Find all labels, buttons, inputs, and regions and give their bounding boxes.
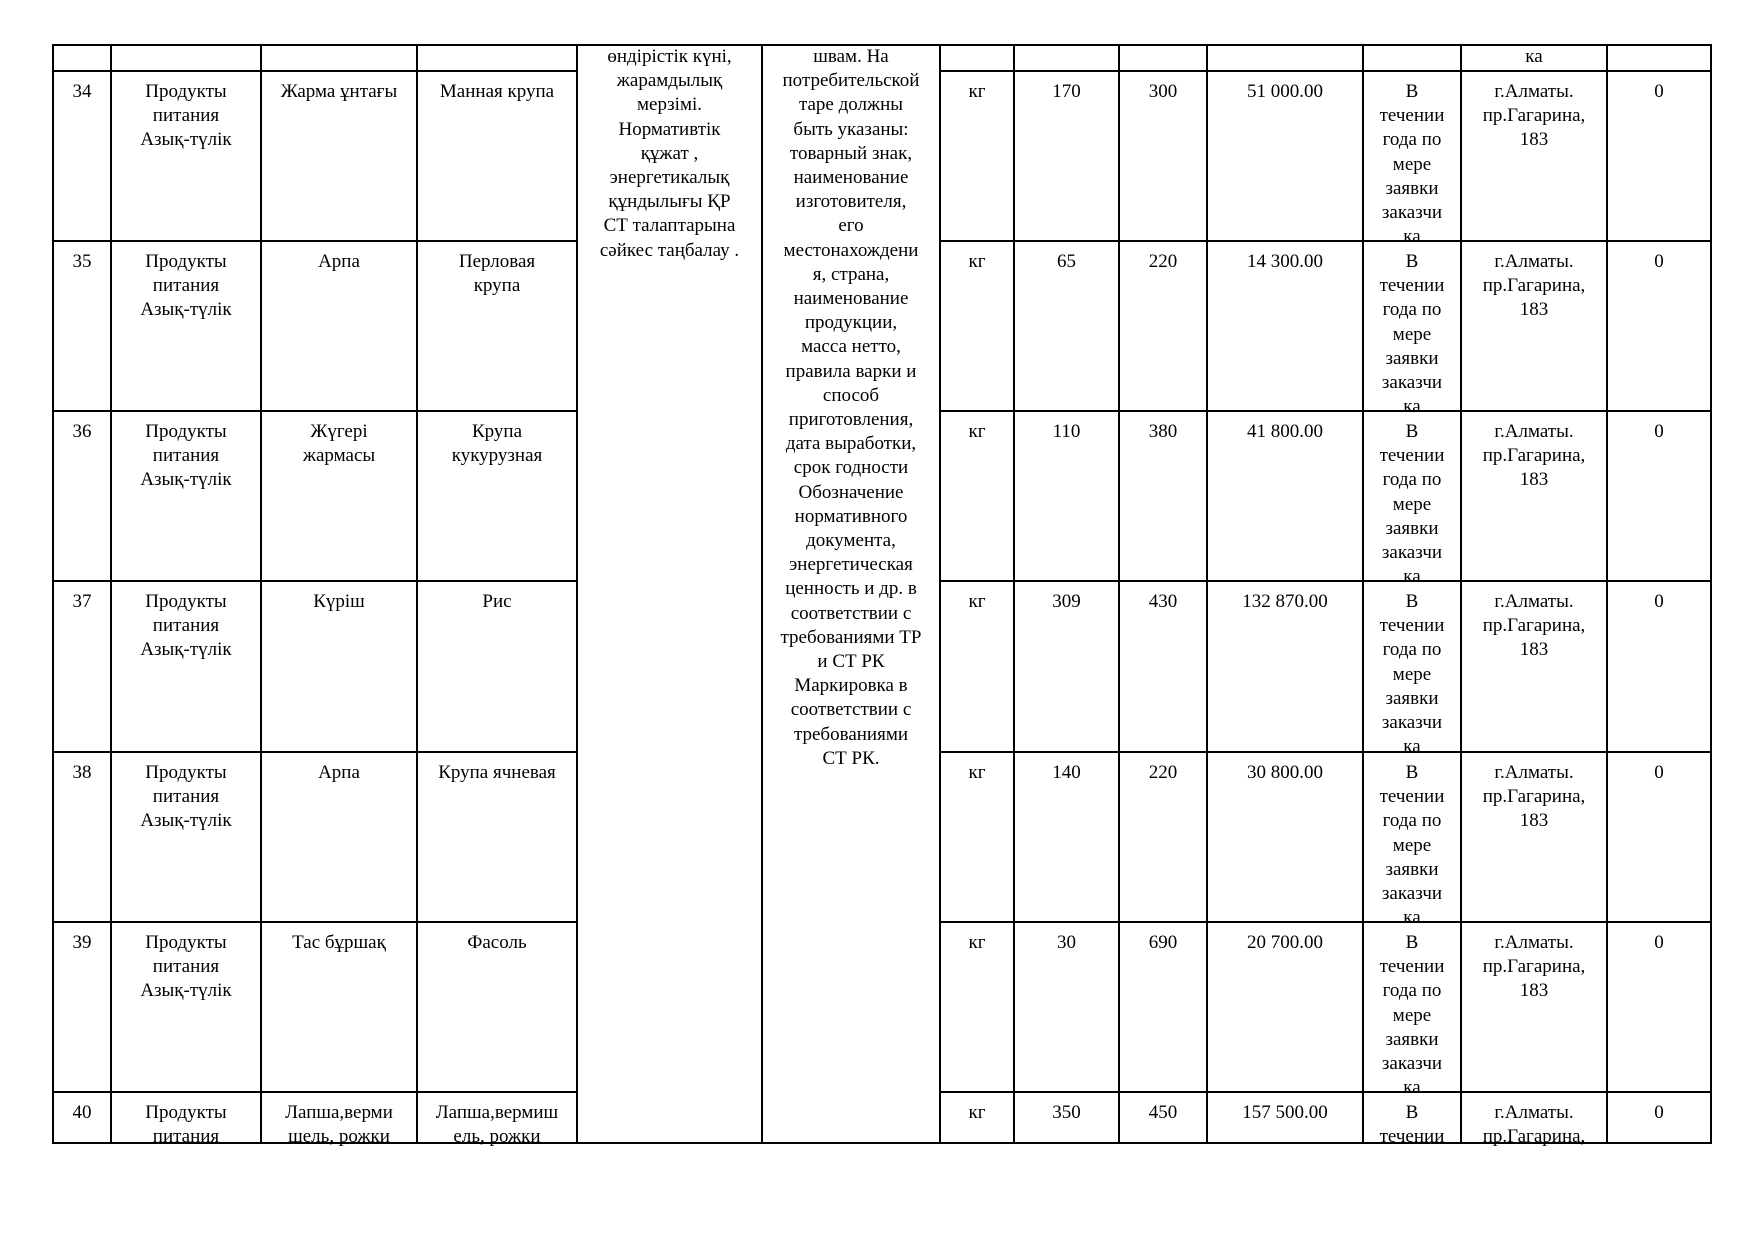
row-sum [1208, 250, 1362, 410]
merged-requirements-ru-line: СТ РК. [822, 747, 880, 769]
row-name-kz-line: Арпа [318, 251, 360, 272]
row-delivery-term-line: года по [1382, 639, 1442, 661]
row-name-ru [418, 761, 576, 921]
row-number [54, 80, 110, 240]
row-delivery-term-line: заказчи [1381, 372, 1443, 394]
row-unit [941, 590, 1013, 751]
merged-requirements-ru-line: требованиями [793, 723, 909, 745]
row-category-line: питания [152, 275, 220, 297]
table-border-horizontal [939, 751, 1712, 753]
merged-requirements-ru-line: нормативного [794, 505, 908, 527]
table-border-horizontal [52, 751, 578, 753]
row-advance [1608, 80, 1710, 240]
row-name-kz-line: шель, рожки [288, 1126, 390, 1148]
row-delivery-term-line: течении [1379, 105, 1445, 127]
merged-requirements-ru-line: Маркировка в [794, 675, 908, 697]
row-delivery-place-line: пр.Гагарина, [1482, 275, 1586, 297]
row-delivery-term-line: заявки [1385, 517, 1439, 539]
row-category-line: Продукты [145, 591, 227, 612]
row-delivery-term-line: ка [1403, 226, 1421, 248]
row-category-line: Продукты [145, 421, 227, 442]
row-advance [1608, 420, 1710, 580]
row-price [1120, 420, 1206, 580]
row-delivery-term-line: года по [1382, 810, 1442, 832]
row-name-ru-line: кукурузная [451, 445, 543, 467]
row-delivery-place [1462, 80, 1606, 240]
row-category [112, 1101, 260, 1148]
row-advance-line: 0 [1654, 762, 1664, 783]
row-delivery-term-line: течении [1379, 956, 1445, 978]
row-sum [1208, 1101, 1362, 1142]
row-delivery-term-line: В [1405, 251, 1419, 272]
row-number-line: 35 [72, 251, 92, 272]
row-name-ru [418, 420, 576, 580]
row-sum-line: 41 800.00 [1247, 421, 1323, 442]
row-category [112, 420, 260, 580]
row-unit-line: кг [968, 421, 986, 442]
row-delivery-term-line: мере [1392, 1004, 1432, 1026]
row-delivery-term-line: заявки [1385, 1028, 1439, 1050]
row-delivery-term-line: течении [1379, 615, 1445, 637]
merged-requirements-ru-line: требованиями ТР [780, 626, 922, 648]
row-number-line: 40 [72, 1102, 92, 1123]
row-delivery-term-line: течении [1379, 1126, 1445, 1148]
row-delivery-place-line: г.Алматы. [1494, 251, 1574, 272]
merged-requirements-ru-line: энергетическая [789, 554, 913, 576]
merged-requirements-kz-line: мерзімі. [636, 94, 703, 116]
row-delivery-term-line: заявки [1385, 177, 1439, 199]
row-quantity-line: 140 [1052, 762, 1081, 783]
row-delivery-term [1364, 80, 1460, 248]
row-advance [1608, 590, 1710, 751]
merged-requirements-ru-line: я, страна, [812, 263, 890, 285]
row-price [1120, 250, 1206, 410]
row-unit-line: кг [968, 81, 986, 102]
row-name-kz-line: Жүгері [310, 421, 368, 442]
row-quantity [1015, 250, 1118, 410]
row-sum-line: 132 870.00 [1242, 591, 1328, 612]
merged-requirements-ru-line: быть указаны: [793, 118, 909, 140]
row-category-line: питания [152, 956, 220, 978]
row-delivery-term-line: В [1405, 1102, 1419, 1123]
row-name-kz [262, 80, 416, 240]
table-border-horizontal [939, 580, 1712, 582]
row-delivery-place-line: пр.Гагарина, [1482, 445, 1586, 467]
row-delivery-place [1462, 1101, 1606, 1148]
row-sum-line: 30 800.00 [1247, 762, 1323, 783]
merged-requirements-ru-line: таре должны [798, 94, 904, 116]
row-name-ru-line: Крупа ячневая [438, 762, 556, 783]
row-delivery-term-line: заказчи [1381, 202, 1443, 224]
row-sum [1208, 80, 1362, 240]
row-category-line: Продукты [145, 932, 227, 953]
row-quantity-line: 170 [1052, 81, 1081, 102]
row-advance-line: 0 [1654, 251, 1664, 272]
row-delivery-place-line: 183 [1519, 639, 1549, 661]
row-unit [941, 1101, 1013, 1142]
row-delivery-term-line: мере [1392, 663, 1432, 685]
row-delivery-term-line: года по [1382, 469, 1442, 491]
merged-requirements-ru-line: дата выработки, [785, 433, 917, 455]
row-category-line: Продукты [145, 251, 227, 272]
merged-requirements-ru-line: его [838, 215, 864, 237]
row-delivery-term-line: течении [1379, 275, 1445, 297]
row-delivery-term-line: заказчи [1381, 542, 1443, 564]
merged-requirements-ru-line: ценность и др. в [785, 578, 917, 600]
table-border-horizontal [939, 921, 1712, 923]
row-delivery-term-line: заявки [1385, 347, 1439, 369]
row-number-line: 34 [72, 81, 92, 102]
row-price-line: 220 [1148, 762, 1178, 783]
merged-requirements-ru-line: соответствии с [790, 699, 912, 721]
row-name-ru [418, 931, 576, 1091]
row-delivery-term-line: течении [1379, 786, 1445, 808]
row-number-line: 36 [72, 421, 92, 442]
row-delivery-term-line: мере [1392, 493, 1432, 515]
row-delivery-place [1462, 931, 1606, 1091]
row-sum-line: 51 000.00 [1247, 81, 1323, 102]
row-delivery-term-line: ка [1403, 566, 1421, 588]
row-price [1120, 80, 1206, 240]
merged-requirements-ru-line: потребительской [782, 70, 920, 92]
row-delivery-term [1364, 931, 1460, 1099]
row-number [54, 420, 110, 580]
row-unit [941, 250, 1013, 410]
row-delivery-place [1462, 420, 1606, 580]
row-delivery-place-line: пр.Гагарина, [1482, 1126, 1586, 1148]
row-category-line: Продукты [145, 762, 227, 783]
row-delivery-term-line: мере [1392, 323, 1432, 345]
row-category-line: питания [152, 1126, 220, 1148]
row-delivery-term-line: ка [1403, 907, 1421, 929]
row-price-line: 380 [1148, 421, 1178, 442]
row-sum-line: 14 300.00 [1247, 251, 1323, 272]
row-category-line: питания [152, 615, 220, 637]
row-name-ru [418, 590, 576, 751]
row-delivery-term [1364, 1101, 1460, 1148]
row-category-line: Азық-түлік [140, 299, 232, 321]
merged-requirements-ru-line: наименование [793, 288, 909, 310]
row-delivery-place-line: г.Алматы. [1494, 1102, 1574, 1123]
row-delivery-term-line: заказчи [1381, 712, 1443, 734]
merged-requirements-ru [763, 45, 939, 1145]
row-unit [941, 420, 1013, 580]
merged-requirements-kz-line: Нормативтік [618, 118, 721, 140]
table-border-horizontal [52, 70, 578, 72]
row-sum [1208, 761, 1362, 921]
row-price [1120, 761, 1206, 921]
row-name-kz [262, 931, 416, 1091]
row-delivery-place-line: пр.Гагарина, [1482, 786, 1586, 808]
row-sum [1208, 590, 1362, 751]
merged-requirements-ru-line: документа, [806, 530, 896, 552]
row-category [112, 931, 260, 1091]
row-category [112, 590, 260, 751]
row-unit-line: кг [968, 251, 986, 272]
row-number [54, 931, 110, 1091]
merged-requirements-ru-line: местонахождени [783, 239, 919, 261]
row-name-kz [262, 1101, 416, 1148]
row-delivery-term [1364, 250, 1460, 418]
row-delivery-term-line: ка [1403, 1077, 1421, 1099]
row-delivery-term-line: года по [1382, 129, 1442, 151]
row-delivery-place-line: г.Алматы. [1494, 591, 1574, 612]
row-price-line: 690 [1148, 932, 1178, 953]
row-delivery-term-line: ка [1403, 736, 1421, 758]
row-quantity [1015, 80, 1118, 240]
row-delivery-term-line: В [1405, 762, 1419, 783]
row-name-ru [418, 1101, 576, 1148]
row-delivery-term-line: течении [1379, 445, 1445, 467]
merged-requirements-ru-line: швам. На [813, 46, 889, 67]
row-delivery-place [1462, 761, 1606, 921]
merged-requirements-ru-line: соответствии с [790, 602, 912, 624]
table-border-horizontal [939, 410, 1712, 412]
row-category-line: Азық-түлік [140, 129, 232, 151]
row-delivery-term-line: года по [1382, 299, 1442, 321]
row-number [54, 250, 110, 410]
row-category [112, 80, 260, 240]
top-row-term-cell-line: ка [1525, 46, 1543, 67]
row-delivery-place-line: г.Алматы. [1494, 932, 1574, 953]
row-name-kz-line: Тас бұршақ [292, 932, 386, 953]
row-quantity [1015, 931, 1118, 1091]
row-name-ru-line: Перловая [458, 251, 536, 272]
row-delivery-place-line: г.Алматы. [1494, 421, 1574, 442]
merged-requirements-ru-line: изготовителя, [795, 191, 907, 213]
row-delivery-term-line: заявки [1385, 687, 1439, 709]
row-delivery-term [1364, 590, 1460, 758]
row-delivery-place-line: 183 [1519, 469, 1549, 491]
row-delivery-place-line: пр.Гагарина, [1482, 105, 1586, 127]
row-delivery-place-line: пр.Гагарина, [1482, 615, 1586, 637]
row-delivery-term-line: ка [1403, 396, 1421, 418]
row-delivery-term-line: мере [1392, 153, 1432, 175]
row-unit [941, 80, 1013, 240]
row-quantity [1015, 1101, 1118, 1142]
merged-requirements-kz [578, 45, 761, 1145]
row-number [54, 1101, 110, 1142]
row-delivery-place [1462, 250, 1606, 410]
row-category-line: Азық-түлік [140, 810, 232, 832]
table-border-horizontal [52, 580, 578, 582]
table-border-horizontal [52, 1091, 578, 1093]
table-border-horizontal [939, 240, 1712, 242]
row-delivery-term [1364, 761, 1460, 929]
merged-requirements-ru-line: срок годности [793, 457, 909, 479]
row-category-line: Продукты [145, 81, 227, 102]
row-name-ru-line: Фасоль [467, 932, 527, 953]
row-delivery-place-line: 183 [1519, 980, 1549, 1002]
row-advance-line: 0 [1654, 81, 1664, 102]
row-category [112, 761, 260, 921]
row-advance [1608, 931, 1710, 1091]
row-delivery-term-line: мере [1392, 834, 1432, 856]
row-name-kz-line: Лапша,верми [285, 1102, 393, 1123]
row-price [1120, 1101, 1206, 1142]
row-category-line: Продукты [145, 1102, 227, 1123]
row-delivery-place-line: пр.Гагарина, [1482, 956, 1586, 978]
table-border-horizontal [939, 70, 1712, 72]
row-delivery-place-line: г.Алматы. [1494, 81, 1574, 102]
row-sum-line: 20 700.00 [1247, 932, 1323, 953]
row-name-ru-line: крупа [473, 275, 521, 297]
row-price-line: 430 [1148, 591, 1178, 612]
row-delivery-term-line: В [1405, 932, 1419, 953]
row-name-kz [262, 420, 416, 580]
row-delivery-term-line: В [1405, 591, 1419, 612]
merged-requirements-kz-line: құжат , [640, 142, 699, 164]
merged-requirements-kz-line: сәйкес таңбалау . [599, 239, 740, 261]
row-advance-line: 0 [1654, 1102, 1664, 1123]
merged-requirements-ru-line: правила варки и [785, 360, 917, 382]
merged-requirements-ru-line: Обозначение [798, 481, 904, 503]
merged-requirements-kz-line: құндылығы ҚР [608, 191, 731, 213]
row-name-ru-line: Рис [482, 591, 512, 612]
top-row-term-cell [1462, 45, 1606, 69]
row-unit-line: кг [968, 762, 986, 783]
row-name-kz [262, 250, 416, 410]
row-advance-line: 0 [1654, 932, 1664, 953]
row-name-ru-line: Манная крупа [439, 81, 555, 102]
row-delivery-term [1364, 420, 1460, 588]
row-name-ru [418, 80, 576, 240]
row-sum [1208, 420, 1362, 580]
row-name-ru [418, 250, 576, 410]
row-quantity-line: 110 [1052, 421, 1081, 442]
row-delivery-term-line: В [1405, 81, 1419, 102]
row-name-ru-line: Крупа [471, 421, 523, 442]
table-border-vertical [1710, 44, 1712, 1144]
merged-requirements-kz-line: СТ талаптарына [603, 215, 736, 237]
row-category-line: Азық-түлік [140, 469, 232, 491]
row-delivery-place-line: г.Алматы. [1494, 762, 1574, 783]
row-number-line: 38 [72, 762, 92, 783]
merged-requirements-ru-line: продукции, [804, 312, 898, 334]
row-price-line: 300 [1148, 81, 1178, 102]
table-border-horizontal [52, 921, 578, 923]
table-border-horizontal [52, 410, 578, 412]
row-sum [1208, 931, 1362, 1091]
row-delivery-place-line: 183 [1519, 299, 1549, 321]
row-category-line: Азық-түлік [140, 639, 232, 661]
row-delivery-term-line: В [1405, 421, 1419, 442]
row-category-line: питания [152, 105, 220, 127]
row-name-kz-line: Күріш [313, 591, 365, 612]
row-delivery-place [1462, 590, 1606, 751]
row-advance [1608, 761, 1710, 921]
row-quantity-line: 30 [1057, 932, 1076, 953]
merged-requirements-kz-line: энергетикалық [609, 167, 730, 189]
row-category [112, 250, 260, 410]
row-unit [941, 931, 1013, 1091]
row-name-kz-line: Арпа [318, 762, 360, 783]
row-delivery-place-line: 183 [1519, 810, 1549, 832]
row-number-line: 39 [72, 932, 92, 953]
row-number-line: 37 [72, 591, 92, 612]
row-advance [1608, 250, 1710, 410]
row-quantity [1015, 420, 1118, 580]
row-name-ru-line: Лапша,вермиш [435, 1102, 559, 1123]
row-name-kz-line: жармасы [302, 445, 376, 467]
row-quantity-line: 350 [1052, 1102, 1081, 1123]
row-price [1120, 931, 1206, 1091]
row-unit-line: кг [968, 591, 986, 612]
row-sum-line: 157 500.00 [1242, 1102, 1328, 1123]
row-name-kz [262, 590, 416, 751]
merged-requirements-ru-line: способ [822, 384, 880, 406]
row-delivery-term-line: заказчи [1381, 883, 1443, 905]
row-category-line: питания [152, 445, 220, 467]
table-border-horizontal [52, 240, 578, 242]
merged-requirements-kz-line: өндірістік күні, [607, 46, 732, 67]
merged-requirements-ru-line: наименование [793, 167, 909, 189]
table-border-horizontal [939, 1091, 1712, 1093]
merged-requirements-ru-line: товарный знак, [789, 142, 913, 164]
row-delivery-term-line: года по [1382, 980, 1442, 1002]
row-quantity-line: 309 [1052, 591, 1081, 612]
row-quantity [1015, 590, 1118, 751]
row-name-ru-line: ель, рожки [453, 1126, 541, 1148]
merged-requirements-ru-line: приготовления, [788, 409, 914, 431]
row-name-kz-line: Жарма ұнтағы [280, 81, 398, 102]
row-price-line: 450 [1148, 1102, 1178, 1123]
row-unit-line: кг [968, 932, 986, 953]
row-delivery-place-line: 183 [1519, 129, 1549, 151]
row-quantity-line: 65 [1057, 251, 1076, 272]
row-delivery-term-line: заявки [1385, 858, 1439, 880]
row-unit [941, 761, 1013, 921]
merged-requirements-kz-line: жарамдылық [616, 70, 723, 92]
row-advance-line: 0 [1654, 421, 1664, 442]
row-price [1120, 590, 1206, 751]
row-price-line: 220 [1148, 251, 1178, 272]
row-advance-line: 0 [1654, 591, 1664, 612]
row-advance [1608, 1101, 1710, 1142]
row-name-kz [262, 761, 416, 921]
merged-requirements-ru-line: масса нетто, [801, 336, 901, 358]
merged-requirements-ru-line: и СТ РК [817, 651, 885, 673]
row-number [54, 590, 110, 751]
row-unit-line: кг [968, 1102, 986, 1123]
row-category-line: питания [152, 786, 220, 808]
row-delivery-term-line: заказчи [1381, 1053, 1443, 1075]
row-category-line: Азық-түлік [140, 980, 232, 1002]
row-quantity [1015, 761, 1118, 921]
row-number [54, 761, 110, 921]
